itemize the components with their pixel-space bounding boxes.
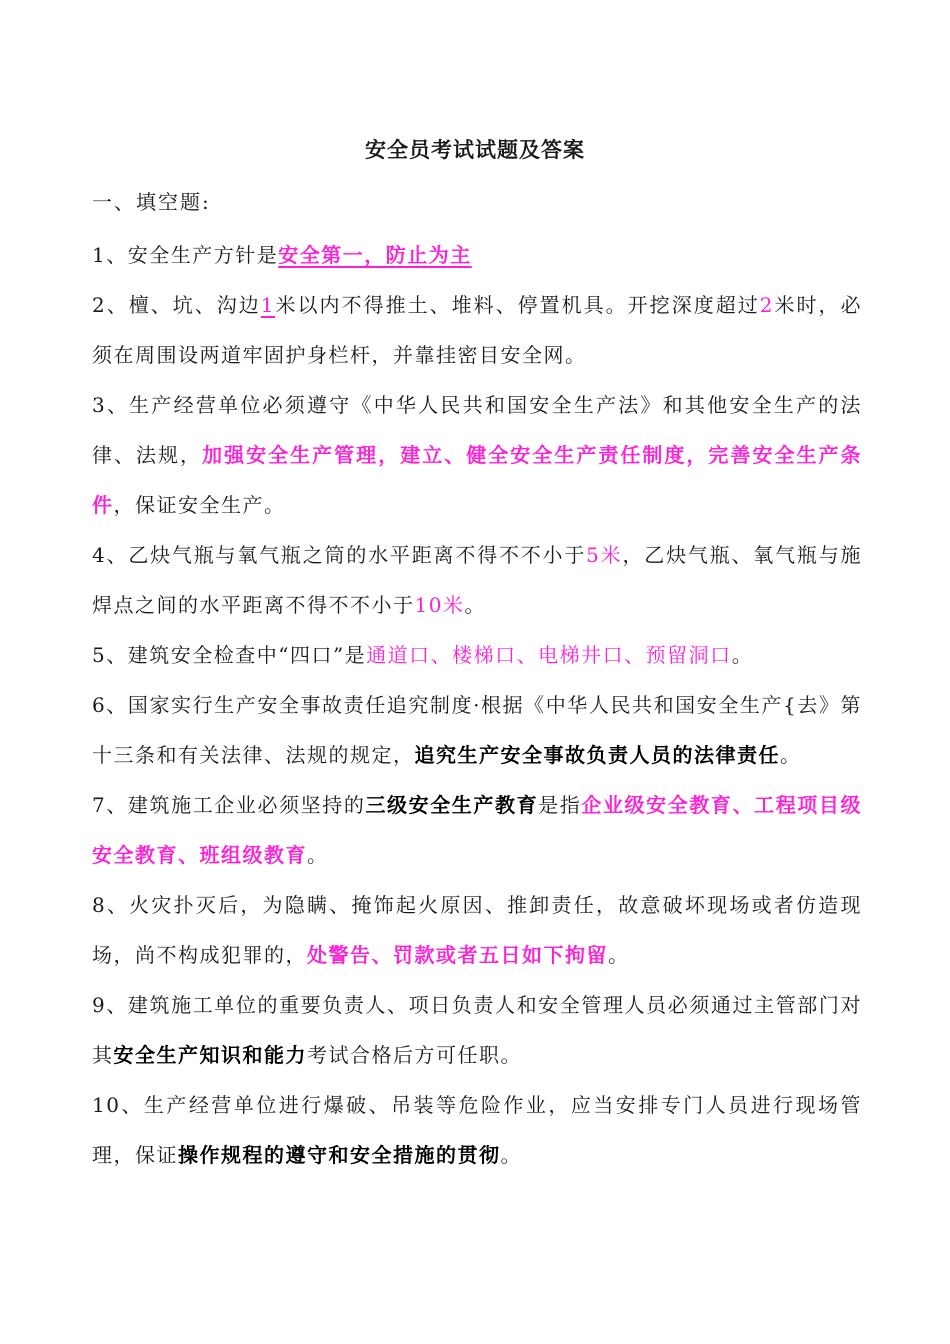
answer-text: 10米 xyxy=(414,593,465,617)
key-phrase: 安全生产知识和能力 xyxy=(113,1043,307,1067)
question-text: ，乙炔气瓶、氧气瓶与施焊点之间的水平距离不得不不小于 xyxy=(92,543,862,617)
question-text: 5、建筑安全检查中“四口”是 xyxy=(92,643,367,667)
document-title: 安全员考试试题及答案 xyxy=(365,137,585,162)
question-text: 8、火灾扑灭后，为隐瞒、掩饰起火原因、推卸责任，故意破坏现场或者仿造现场，尚不构成犯罪的， xyxy=(92,893,862,967)
question-text: 考试合格后方可任职。 xyxy=(307,1043,522,1067)
question-text: 9、建筑施工单位的重要负责人、项日负责人和安全管理人员必须通过主管部门对其 xyxy=(92,993,862,1067)
answer-text: 安全第一，防止为主 xyxy=(278,243,472,267)
question-7 xyxy=(92,780,862,880)
answer-text: 通道口、楼梯口、电梯井口、预留洞口 xyxy=(366,643,732,667)
answer-text: 加强安全生产管理，建立、健全安全生产责任制度，完善安全生产条件 xyxy=(92,443,863,517)
question-3 xyxy=(92,380,862,530)
question-text: 10、生产经营单位进行爆破、吊装等危险作业，应当安排专门人员进行现场管理，保证 xyxy=(92,1093,862,1167)
answer-text: 企业级安全教育、工程项目级安全教育、班组级教育 xyxy=(92,793,862,867)
question-text: 。 xyxy=(608,943,630,967)
question-6 xyxy=(92,680,862,780)
answer-text: 处警告、罚款或者五日如下拘留 xyxy=(307,943,608,967)
question-text: 2、檀、坑、沟边 xyxy=(92,293,261,317)
question-text: 米时，必须在周围设两道牢固护身栏杆，并靠挂密目安全网。 xyxy=(92,293,863,367)
question-text: 是指 xyxy=(538,793,582,817)
question-1 xyxy=(92,230,862,280)
section-heading: 一、填空题: xyxy=(92,190,211,214)
question-list xyxy=(92,230,862,1180)
key-phrase: 操作规程的遵守和安全措施的贯彻 xyxy=(178,1143,501,1167)
question-4 xyxy=(92,530,862,630)
answer-text: 2 xyxy=(759,293,774,317)
question-text: ，保证安全生产。 xyxy=(113,493,286,517)
question-2 xyxy=(92,280,862,380)
question-text: 3、生产经营单位必须遵守《中华人民共和国安全生产法》和其他安全生产的法律、法规， xyxy=(92,393,862,467)
answer-text: 1 xyxy=(260,293,276,317)
question-text: 。 xyxy=(780,743,802,767)
question-text: 米以内不得推土、堆料、停置机具。开挖深度超过 xyxy=(275,293,760,317)
question-text: 7、建筑施工企业必须坚持的 xyxy=(92,793,366,817)
question-text: 1、安全生产方针是 xyxy=(92,243,279,267)
key-phrase: 三级安全生产教育 xyxy=(365,793,539,817)
answer-text: 5米 xyxy=(586,543,623,567)
question-text: 。 xyxy=(464,593,486,617)
question-text: 。 xyxy=(731,643,754,667)
question-8 xyxy=(92,880,862,980)
question-10 xyxy=(92,1080,862,1180)
question-text: 。 xyxy=(500,1143,522,1167)
question-text: 6、国家实行生产安全事故责任追究制度·根据《中华人民共和国安全生产{去》第十三条和有关法律、法规的规定， xyxy=(92,693,862,767)
question-text: 4、乙炔气瓶与氧气瓶之筒的水平距离不得不不小于 xyxy=(92,543,587,567)
question-text: 。 xyxy=(307,843,329,867)
question-5 xyxy=(92,630,862,680)
key-phrase: 追究生产安全事故负责人员的法律责任 xyxy=(414,743,780,767)
question-9 xyxy=(92,980,862,1080)
